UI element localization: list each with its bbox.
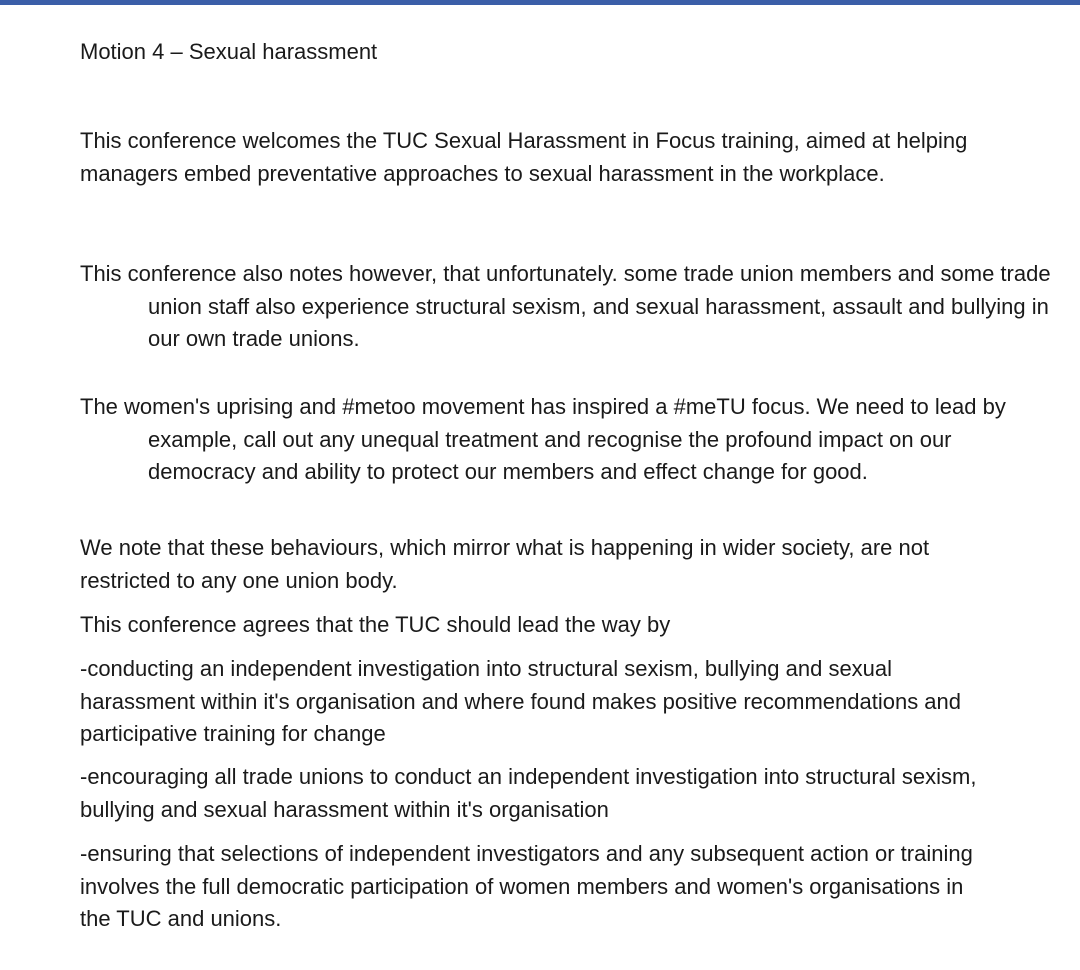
top-accent-bar <box>0 0 1080 5</box>
paragraph-wider-society: We note that these behaviours, which mirror what is happening in wider society, are not restricted to any one union body. <box>80 535 930 593</box>
paragraph-notes-experiences: This conference also notes however, that unfortunately. some trade union members and some trade union staff also experience structural sexism, and sexual harassment, assault and bullying in our own trade unions. <box>80 261 1051 351</box>
list-item-democratic-participation: -ensuring that selections of independent investigators and any subsequent action or training involves the full democratic participation of women members and women's organisations in the TUC and unions. <box>80 841 973 931</box>
paragraph-tuc-lead: This conference agrees that the TUC should lead the way by <box>80 612 671 637</box>
paragraph-welcomes-training: This conference welcomes the TUC Sexual Harassment in Focus training, aimed at helping managers embed preventative approaches to sexual harassment in the workplace. <box>80 128 968 186</box>
list-item-encouraging-unions: -encouraging all trade unions to conduct an independent investigation into structural sexism, bullying and sexual harassment within it's organisation <box>80 764 977 822</box>
list-item-independent-investigation: -conducting an independent investigation into structural sexism, bullying and sexual harassment within it's organisation and where found makes positive recommendations and participative training for change <box>80 656 962 746</box>
motion-title: Motion 4 – Sexual harassment <box>80 39 378 64</box>
paragraph-metoo-movement: The women's uprising and #metoo movement has inspired a #meTU focus. We need to lead by example, call out any unequal treatment and recognise the profound impact on our democracy and ability to protect our members and effect change for good. <box>80 394 1006 484</box>
